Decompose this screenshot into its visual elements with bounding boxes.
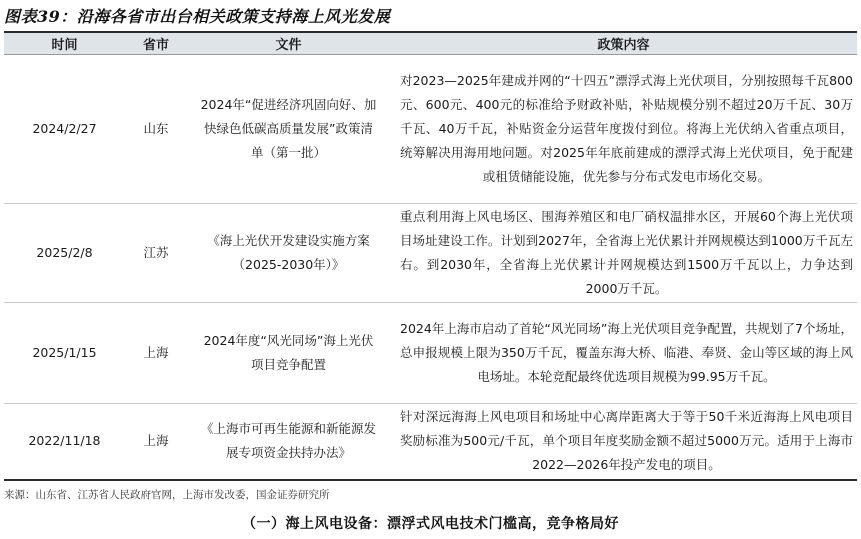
source-note: 来源：山东省、江苏省人民政府官网，上海市发改委，国金证券研究所 <box>4 489 330 501</box>
table-row <box>4 404 857 480</box>
table-row <box>4 303 857 404</box>
row-date: 2025/2/8 <box>4 204 125 303</box>
row-region: 江苏 <box>125 204 187 303</box>
row-content: 2024年上海市启动了首轮“风光同场”海上光伏项目竞争配置，共规划了7个场址，总申报规模上限为350万千瓦，覆盖东海大桥、临港、奉贤、金山等区域的海上风电场址。本轮竞配最终优选项目规模为99.95万千瓦。 <box>390 303 857 404</box>
header-region: 省市 <box>125 32 187 55</box>
row-region: 上海 <box>125 404 187 480</box>
row-region: 上海 <box>125 303 187 404</box>
table-header-row <box>4 32 857 55</box>
table-row <box>4 204 857 303</box>
row-document: 《海上光伏开发建设实施方案（2025-2030年）》 <box>187 204 390 303</box>
row-content: 对2023—2025年建成并网的“十四五”漂浮式海上光伏项目，分别按照每千瓦800元、600元、400元的标准给予财政补贴，补贴规模分别不超过20万千瓦、30万千瓦、40万千瓦，补贴资金分运营年度拨付到位。将海上光伏纳入省重点项目，统筹解决用海用地问题。对2025年年底前建成的漂浮式海上光伏项目，免于配建或租赁储能设施，优先参与分布式发电市场化交易。 <box>390 55 857 204</box>
row-content: 重点利用海上风电场区、围海养殖区和电厂硝权温排水区，开展60个海上光伏项目场址建设工作。计划到2027年，全省海上光伏累计并网规模达到1000万千瓦左右。到2030年，全省海上光伏累计并网规模达到1500万千瓦以上，力争达到2000万千瓦。 <box>390 204 857 303</box>
row-date: 2025/1/15 <box>4 303 125 404</box>
section-heading: （一）海上风电设备：漂浮式风电技术门槛高，竞争格局好 <box>242 516 619 532</box>
row-document: 《上海市可再生能源和新能源发展专项资金扶持办法》 <box>187 404 390 480</box>
table-row <box>4 55 857 204</box>
row-date: 2022/11/18 <box>4 404 125 480</box>
row-document: 2024年“促进经济巩固向好、加快绿色低碳高质量发展”政策清单（第一批） <box>187 55 390 204</box>
header-content: 政策内容 <box>390 32 857 55</box>
header-document: 文件 <box>187 32 390 55</box>
figure-title: 图表39：沿海各省市出台相关政策支持海上风光发展 <box>4 7 391 26</box>
row-date: 2024/2/27 <box>4 55 125 204</box>
header-time: 时间 <box>4 32 125 55</box>
row-content: 针对深远海海上风电项目和场址中心离岸距离大于等于50千米近海海上风电项目奖励标准为500元/千瓦，单个项目年度奖励金额不超过5000万元。适用于上海市2022—2026年投产发电的项目。 <box>390 404 857 480</box>
row-region: 山东 <box>125 55 187 204</box>
row-document: 2024年度“风光同场”海上光伏项目竞争配置 <box>187 303 390 404</box>
policy-table <box>4 31 857 481</box>
